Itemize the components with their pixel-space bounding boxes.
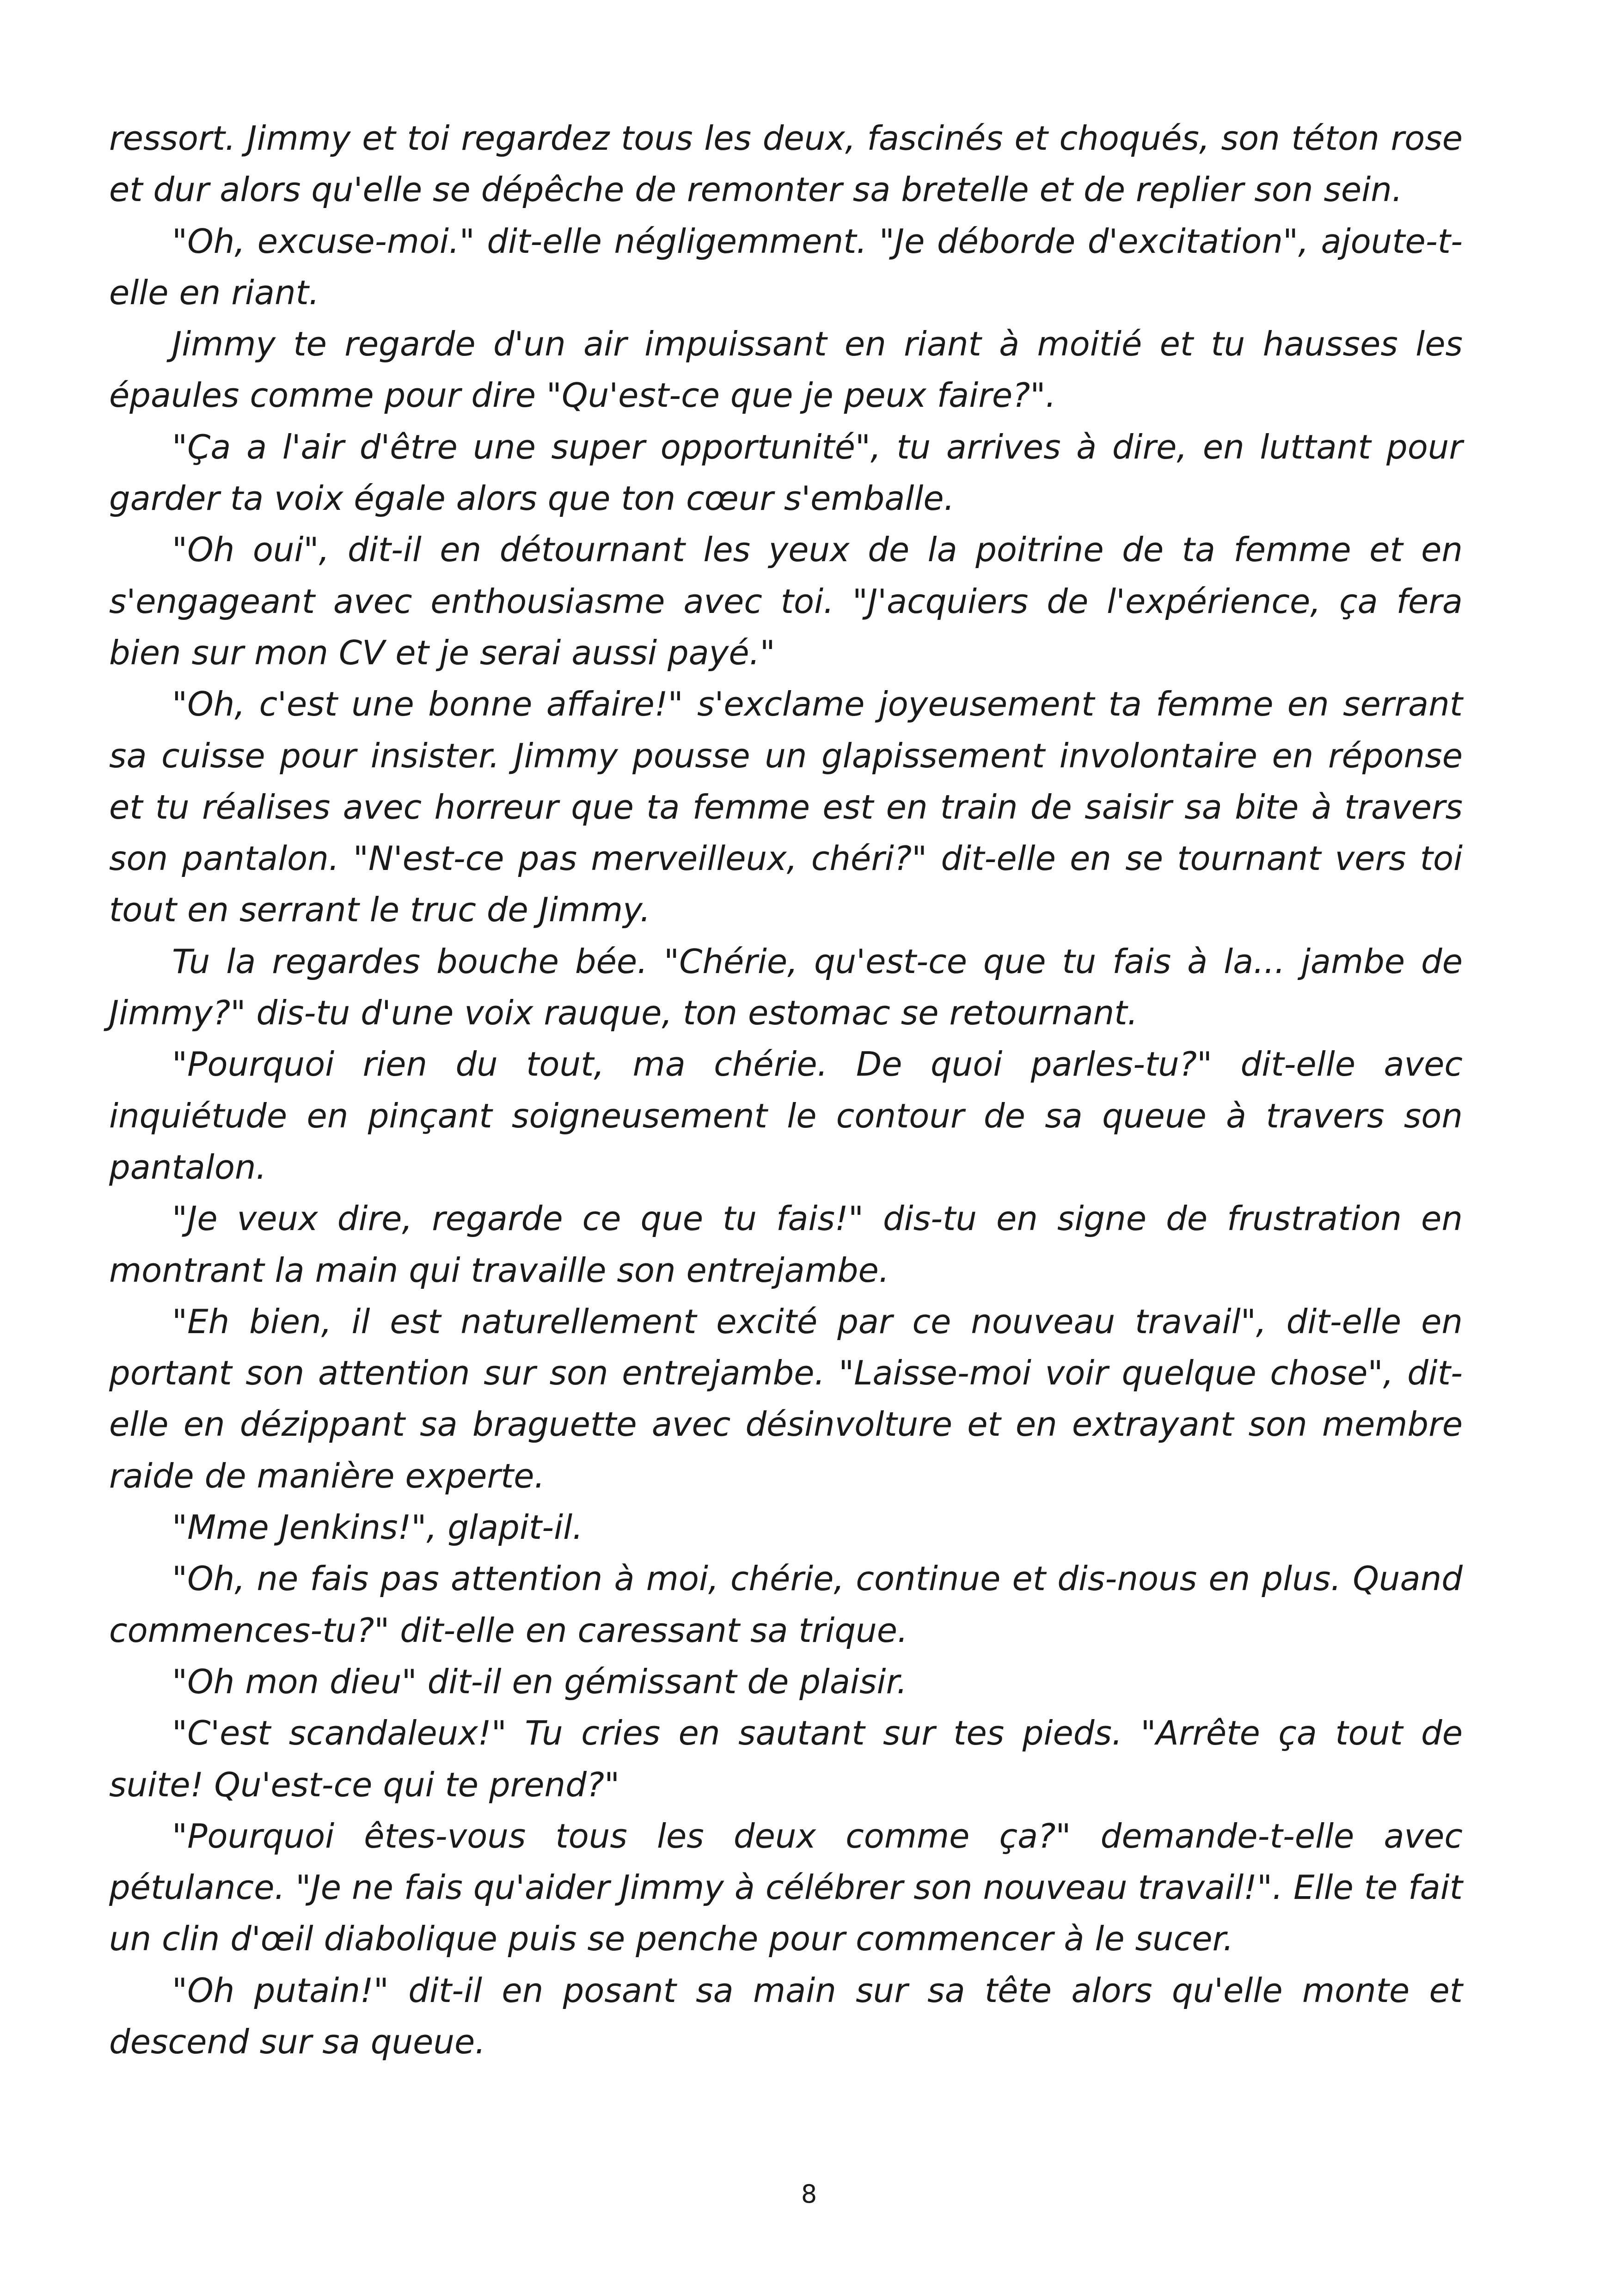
paragraph: "Pourquoi rien du tout, ma chérie. De quoi parles-tu?" dit-elle avec inquiétude en pinçant soigneusement le contour de sa queue à travers son pantalon. [109, 1045, 1463, 1187]
page-number: 8 [801, 2180, 817, 2209]
paragraph: "Je veux dire, regarde ce que tu fais!" dis-tu en signe de frustration en montrant la main qui travaille son entrejambe. [109, 1199, 1463, 1290]
paragraph: "Pourquoi êtes-vous tous les deux comme ça?" demande-t-elle avec pétulance. "Je ne fais qu'aider Jimmy à célébrer son nouveau travail!". Elle te fait un clin d'œil diabolique puis se penche pour commencer à le sucer. [109, 1816, 1463, 1959]
paragraph: "Oh, excuse-moi." dit-elle négligemment. "Je déborde d'excitation", ajoute-t-elle en riant. [109, 221, 1463, 312]
page-body [109, 113, 1463, 2068]
paragraph: "Oh, c'est une bonne affaire!" s'exclame joyeusement ta femme en serrant sa cuisse pour insister. Jimmy pousse un glapissement involontaire en réponse et tu réalises avec horreur que ta femme est en train de saisir sa bite à travers son pantalon. "N'est-ce pas merveilleux, chéri?" dit-elle en se tournant vers toi tout en serrant le truc de Jimmy. [109, 685, 1463, 930]
paragraph: ressort. Jimmy et toi regardez tous les deux, fascinés et choqués, son téton rose et dur alors qu'elle se dépêche de remonter sa bretelle et de replier son sein. [109, 119, 1463, 209]
paragraph: "Oh mon dieu" dit-il en gémissant de plaisir. [172, 1662, 907, 1701]
paragraph: "Mme Jenkins!", glapit-il. [172, 1508, 583, 1547]
paragraph: "C'est scandaleux!" Tu cries en sautant sur tes pieds. "Arrête ça tout de suite! Qu'est-ce qui te prend?" [109, 1714, 1463, 1804]
paragraph: "Oh, ne fais pas attention à moi, chérie, continue et dis-nous en plus. Quand commences-tu?" dit-elle en caressant sa trique. [109, 1559, 1463, 1650]
paragraph: Tu la regardes bouche bée. "Chérie, qu'est-ce que tu fais à la... jambe de Jimmy?" dis-tu d'une voix rauque, ton estomac se retournant. [109, 942, 1463, 1033]
paragraph: "Ça a l'air d'être une super opportunité", tu arrives à dire, en luttant pour garder ta voix égale alors que ton cœur s'emballe. [109, 427, 1463, 518]
paragraph: "Oh putain!" dit-il en posant sa main sur sa tête alors qu'elle monte et descend sur sa queue. [109, 1971, 1463, 2061]
paragraph: "Eh bien, il est naturellement excité par ce nouveau travail", dit-elle en portant son attention sur son entrejambe. "Laisse-moi voir quelque chose", dit-elle en dézippant sa braguette avec désinvolture et en extrayant son membre raide de manière experte. [109, 1302, 1463, 1495]
paragraph: Jimmy te regarde d'un air impuissant en riant à moitié et tu hausses les épaules comme pour dire "Qu'est-ce que je peux faire?". [109, 325, 1463, 415]
paragraph: "Oh oui", dit-il en détournant les yeux de la poitrine de ta femme et en s'engageant avec enthousiasme avec toi. "J'acquiers de l'expérience, ça fera bien sur mon CV et je serai aussi payé." [109, 530, 1463, 672]
